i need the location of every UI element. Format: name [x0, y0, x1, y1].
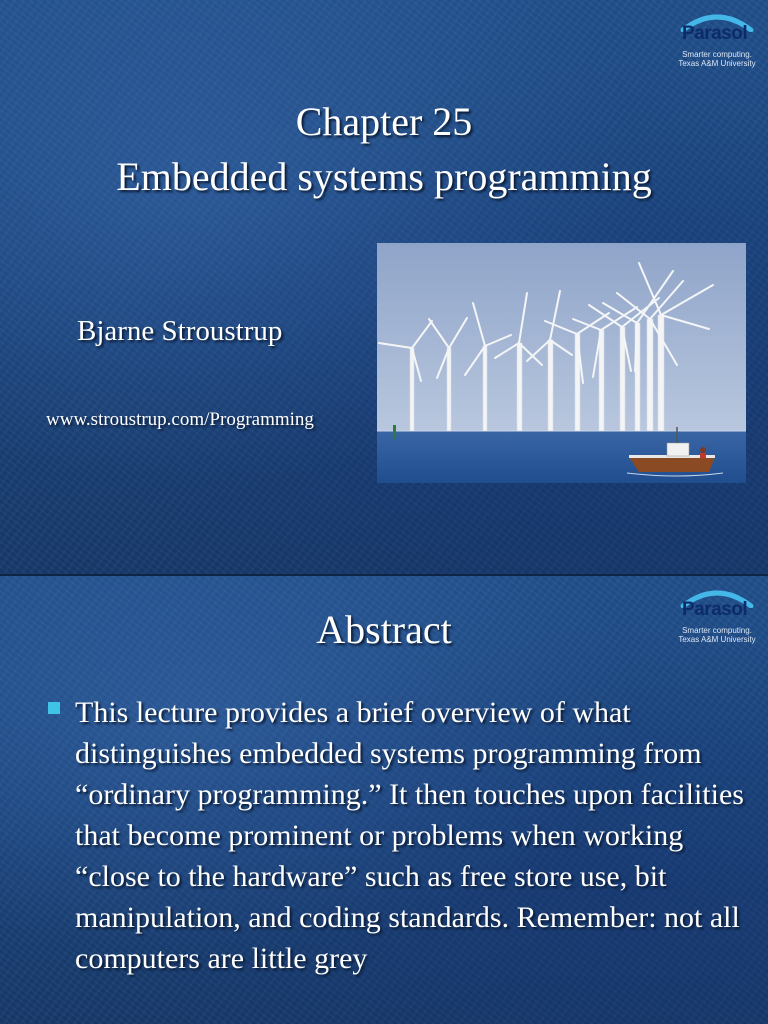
- logo-name: Parasol: [682, 599, 748, 620]
- logo-tagline-1: Smarter computing.: [682, 626, 752, 635]
- wind-turbines-photo: [377, 243, 746, 483]
- bullet-square-icon: [48, 702, 60, 714]
- logo-tagline-2: Texas A&M University: [678, 635, 756, 644]
- chapter-subtitle: Embedded systems programming: [116, 154, 652, 199]
- logo-tagline: [672, 50, 762, 68]
- abstract-bullet-text: This lecture provides a brief overview of what distinguishes embedded systems programming from “ordinary programming.” It then touches upon facilities that become prominent or problems when working “close to the hardware” such as free store use, bit manipulation, and coding standards. Remember: not all computers are little grey: [75, 696, 744, 975]
- chapter-title: Chapter 25: [295, 99, 473, 144]
- abstract-slide: [0, 576, 768, 1024]
- logo-tagline-1: Smarter computing.: [682, 50, 752, 59]
- author-name: Bjarne Stroustrup: [77, 315, 283, 347]
- logo-tagline-2: Texas A&M University: [678, 59, 756, 68]
- website-url: www.stroustrup.com/Programming: [46, 409, 314, 430]
- abstract-title: Abstract: [316, 607, 452, 652]
- logo-name: Parasol: [682, 23, 748, 44]
- parasol-logo: [672, 10, 762, 72]
